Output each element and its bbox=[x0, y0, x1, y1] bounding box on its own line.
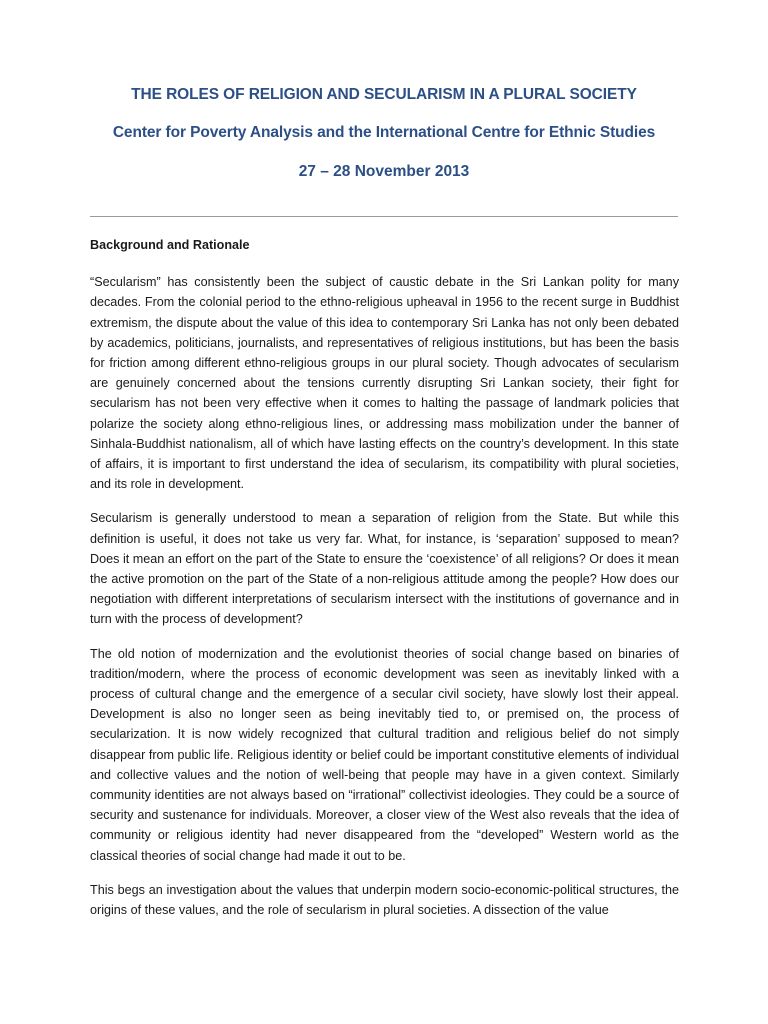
document-title: THE ROLES OF RELIGION AND SECULARISM IN A PLURAL SOCIETY bbox=[131, 86, 637, 103]
header-divider bbox=[90, 216, 678, 217]
document-subtitle: Center for Poverty Analysis and the International Centre for Ethnic Studies bbox=[112, 124, 656, 141]
paragraph: Secularism is generally understood to mean a separation of religion from the State. But while this definition is useful, it does not take us very far. What, for instance, is ‘separation’ supposed to mean? Does it mean an effort on the part of the State to ensure the ‘coexistence’ of all religions? Or does it mean the active promotion on the part of the State of a non-religious attitude among the people? How does our negotiation with different interpretations of secularism intersect with the institutions of governance and in turn with the process of development? bbox=[90, 511, 679, 627]
event-date: 27 – 28 November 2013 bbox=[298, 163, 470, 180]
section-heading: Background and Rationale bbox=[90, 238, 250, 252]
paragraph: The old notion of modernization and the evolutionist theories of social change based on binaries of tradition/modern, where the process of economic development was seen as inevitably linked with a process of cultural change and the emergence of a secular civil society, have slowly lost their appeal. Development is also no longer seen as being inevitably tied to, or premised on, the process of secularization. It is now widely recognized that cultural tradition and religious belief do not simply disappear from public life. Religious identity or belief could be important constitutive elements of individual and collective values and the notion of well-being that people may have in a given context. Similarly community identities are not always based on “irrational” collectivist ideologies. They could be a source of security and sustenance for individuals. Moreover, a closer view of the West also reveals that the idea of community or religious identity had never disappeared from the “developed” Western world as the classical theories of social change had made it out to be. bbox=[90, 646, 679, 863]
paragraph: This begs an investigation about the values that underpin modern socio-economic-political structures, the origins of these values, and the role of secularism in plural societies. A dissection of the value bbox=[90, 882, 679, 918]
paragraph: “Secularism” has consistently been the subject of caustic debate in the Sri Lankan polity for many decades. From the colonial period to the ethno-religious upheaval in 1956 to the recent surge in Buddhist extremism, the dispute about the value of this idea to contemporary Sri Lanka has not only been debated by academics, politicians, journalists, and representatives of religious institutions, but has been the basis for friction among different ethno-religious groups in our plural society. Though advocates of secularism are genuinely concerned about the tensions currently disrupting Sri Lankan society, their fight for secularism has not been very effective when it comes to halting the passage of landmark policies that polarize the society along ethno-religious lines, or addressing mass mobilization under the banner of Sinhala-Buddhist nationalism, all of which have lasting effects on the country’s development. In this state of affairs, it is important to first understand the idea of secularism, its compatibility with plural societies, and its role in development. bbox=[90, 275, 679, 492]
document-body bbox=[90, 235, 679, 934]
